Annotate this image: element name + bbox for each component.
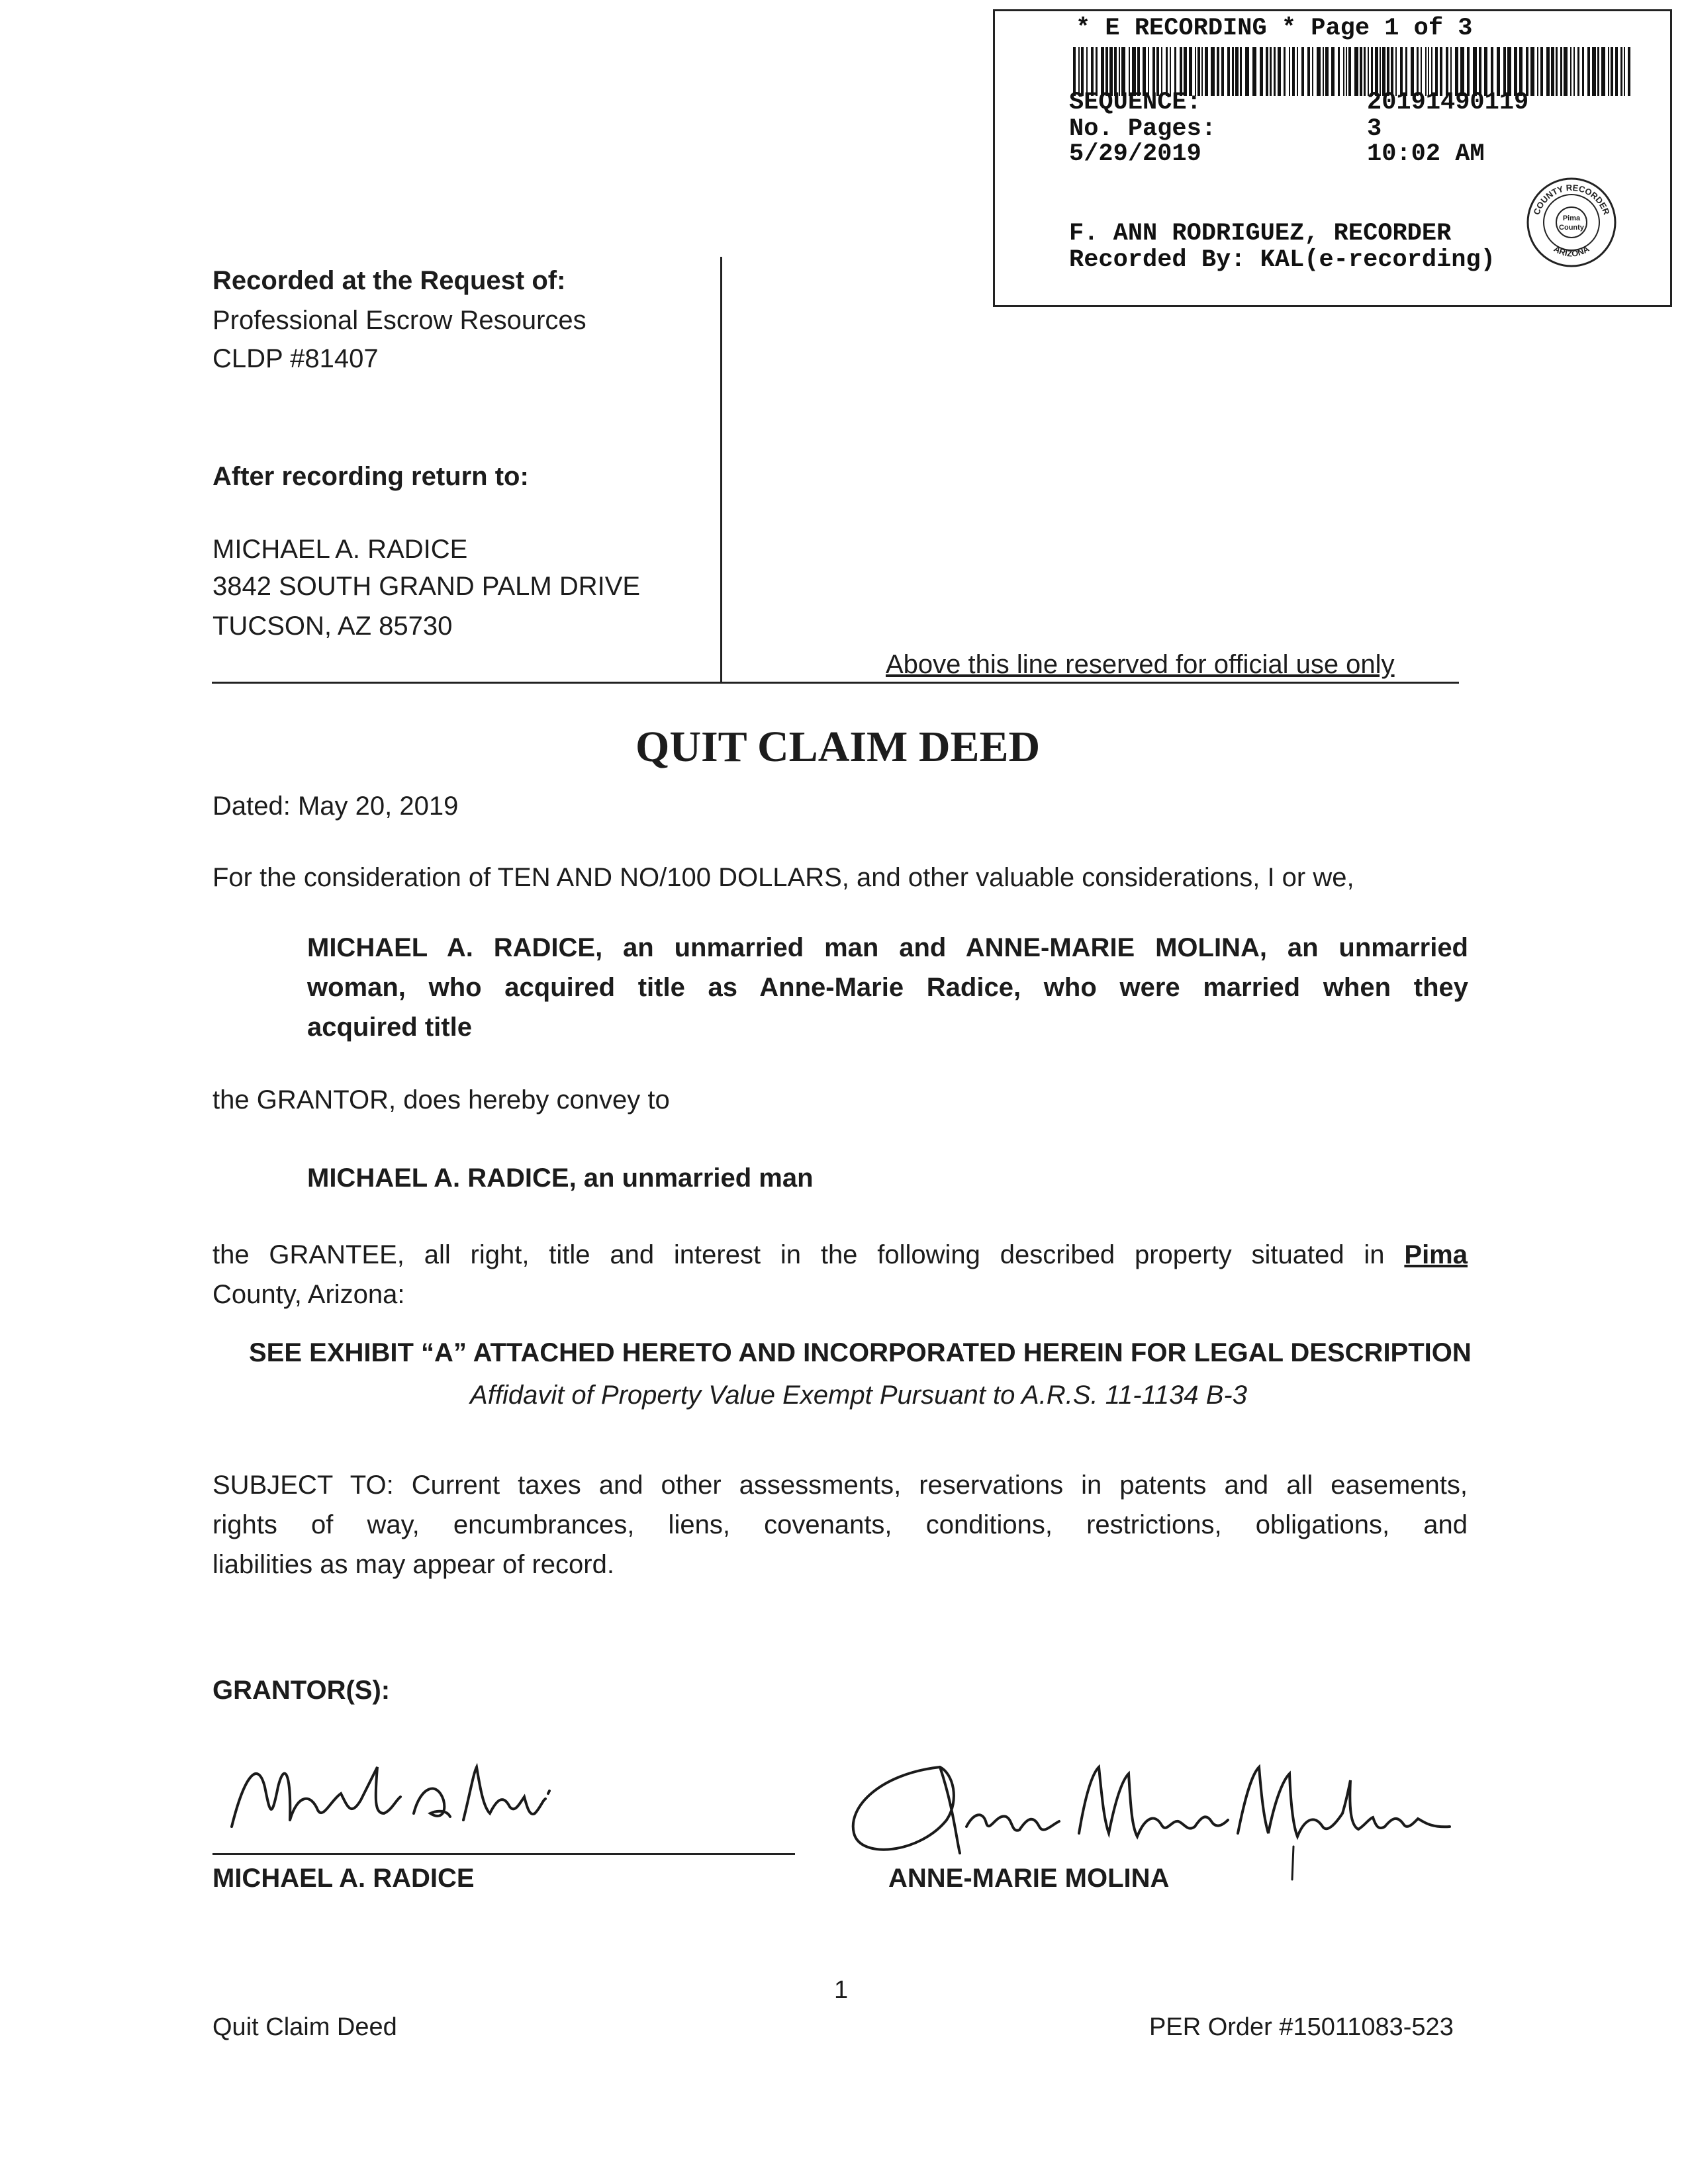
barcode-bar — [1608, 47, 1609, 96]
return-city: TUCSON, AZ 85730 — [212, 612, 453, 641]
svg-text:COUNTY RECORDER: COUNTY RECORDER — [1531, 182, 1612, 216]
county-seal-icon — [1524, 175, 1618, 269]
barcode-bar — [1307, 47, 1310, 96]
recorder-name: F. ANN RODRIGUEZ, RECORDER — [1069, 220, 1452, 248]
barcode-bar — [1537, 47, 1538, 96]
grantee-clause-line-1 — [212, 1235, 1468, 1275]
barcode-bar — [1284, 47, 1286, 96]
barcode-bar — [1348, 47, 1351, 96]
barcode-bar — [1297, 47, 1298, 96]
barcode-bar — [1556, 47, 1558, 96]
grantors-heading: GRANTOR(S): — [212, 1676, 391, 1705]
barcode-bar — [1551, 47, 1554, 96]
return-street: 3842 SOUTH GRAND PALM DRIVE — [212, 572, 641, 601]
barcode-bar — [1274, 47, 1276, 96]
grantor-desc-line-3: acquired title — [307, 1013, 472, 1042]
barcode-bar — [1331, 47, 1335, 96]
header-divider-horizontal — [212, 682, 1459, 684]
subject-to-line-2: rights of way, encumbrances, liens, covenants, conditions, restrictions, obligations, and — [212, 1510, 1468, 1539]
pages-value: 3 — [1367, 115, 1382, 143]
grantee-clause-text: the GRANTEE, all right, title and interest in the following described property situated in — [212, 1240, 1385, 1269]
recorded-by: Recorded By: KAL(e-recording) — [1069, 246, 1495, 274]
barcode-bar — [1560, 47, 1562, 96]
barcode-bar — [1312, 47, 1313, 96]
document-title: QUIT CLAIM DEED — [635, 723, 1041, 771]
barcode-bar — [1601, 47, 1605, 96]
barcode-bar — [1360, 47, 1362, 96]
barcode-bar — [1570, 47, 1571, 96]
barcode-bar — [1587, 47, 1590, 96]
signer-name-1: MICHAEL A. RADICE — [212, 1864, 475, 1893]
barcode-bar — [1245, 47, 1249, 96]
return-name: MICHAEL A. RADICE — [212, 535, 468, 564]
barcode-bar — [1201, 47, 1203, 96]
barcode-bar — [1205, 47, 1208, 96]
sequence-label: SEQUENCE: — [1069, 89, 1201, 116]
barcode-bar — [1346, 47, 1347, 96]
barcode-bar — [1240, 47, 1242, 96]
consideration-line — [212, 858, 1466, 897]
request-company: Professional Escrow Resources — [212, 306, 586, 335]
barcode-bar — [1211, 47, 1215, 96]
return-heading: After recording return to: — [212, 462, 529, 491]
signature-michael-radice — [218, 1747, 563, 1853]
barcode-bar — [1540, 47, 1543, 96]
sequence-value: 20191490119 — [1367, 89, 1529, 116]
barcode-bar — [1364, 47, 1366, 96]
barcode-bar — [1325, 47, 1329, 96]
barcode-bar — [1217, 47, 1219, 96]
barcode-bar — [1292, 47, 1295, 96]
svg-text:ARIZONA: ARIZONA — [1552, 244, 1591, 259]
barcode-bar — [1252, 47, 1256, 96]
barcode-bar — [1235, 47, 1239, 96]
barcode-bar — [1317, 47, 1321, 96]
barcode-bar — [1573, 47, 1575, 96]
grantee-description: MICHAEL A. RADICE, an unmarried man — [307, 1163, 814, 1193]
barcode-bar — [1628, 47, 1630, 96]
subject-to-clause — [212, 1465, 1468, 1584]
dated-line: Dated: May 20, 2019 — [212, 792, 459, 821]
grantor-desc-line-2: woman, who acquired title as Anne-Marie Radice, who were married when they — [307, 973, 1468, 1002]
request-cldp: CLDP #81407 — [212, 344, 379, 373]
barcode-bar — [1620, 47, 1622, 96]
record-date: 5/29/2019 — [1069, 140, 1201, 168]
barcode-bar — [1564, 47, 1568, 96]
barcode-bar — [1592, 47, 1596, 96]
barcode-bar — [1289, 47, 1290, 96]
affidavit-note: Affidavit of Property Value Exempt Pursuant to A.R.S. 11-1134 B-3 — [470, 1381, 1247, 1410]
barcode-bar — [1611, 47, 1613, 96]
svg-text:County: County — [1559, 224, 1584, 232]
signature-line-1 — [212, 1853, 795, 1855]
grantee-clause-line-2: County, Arizona: — [212, 1280, 405, 1309]
barcode-bar — [1227, 47, 1230, 96]
pages-label: No. Pages: — [1069, 115, 1217, 143]
barcode-bar — [1232, 47, 1234, 96]
record-time: 10:02 AM — [1367, 140, 1485, 168]
barcode-bar — [1343, 47, 1344, 96]
request-heading: Recorded at the Request of: — [212, 266, 566, 295]
barcode-bar — [1546, 47, 1550, 96]
footer-left: Quit Claim Deed — [212, 2013, 397, 2041]
grantor-desc-line-1: MICHAEL A. RADICE, an unmarried man and ANNE-MARIE MOLINA, an unmarried — [307, 933, 1468, 962]
barcode-bar — [1577, 47, 1579, 96]
page-number: 1 — [834, 1976, 849, 2004]
recording-stamp — [993, 9, 1672, 307]
barcode-bar — [1615, 47, 1618, 96]
convey-line: the GRANTOR, does hereby convey to — [212, 1085, 670, 1115]
svg-text:Pima: Pima — [1562, 214, 1581, 222]
stamp-header: * E RECORDING * Page 1 of 3 — [1076, 15, 1473, 42]
barcode-bar — [1260, 47, 1263, 96]
barcode-bar — [1323, 47, 1324, 96]
header-divider-vertical — [720, 257, 722, 682]
footer-right: PER Order #15011083-523 — [1149, 2013, 1454, 2041]
reserved-note: Above this line reserved for official use only — [886, 650, 1395, 679]
barcode-bar — [1597, 47, 1599, 96]
barcode-bar — [1582, 47, 1584, 96]
consideration-text: For the consideration of TEN AND NO/100 DOLLARS, and other valuable considerations, I or we, — [212, 863, 1354, 892]
county-name: Pima — [1404, 1240, 1468, 1269]
barcode-bar — [1624, 47, 1625, 96]
barcode-bar — [1221, 47, 1224, 96]
barcode-bar — [1278, 47, 1281, 96]
grantor-description — [307, 928, 1468, 1047]
barcode-bar — [1301, 47, 1304, 96]
grantee-clause — [212, 1235, 1468, 1314]
barcode-bar — [1338, 47, 1340, 96]
barcode-bar — [1270, 47, 1272, 96]
subject-to-line-3: liabilities as may appear of record. — [212, 1550, 614, 1579]
barcode-bar — [1530, 47, 1534, 96]
signer-name-2: ANNE-MARIE MOLINA — [888, 1864, 1170, 1893]
subject-to-line-1: SUBJECT TO: Current taxes and other assessments, reservations in patents and all easements, — [212, 1471, 1468, 1500]
barcode-bar — [1266, 47, 1268, 96]
barcode-bar — [1354, 47, 1358, 96]
exhibit-reference: SEE EXHIBIT “A” ATTACHED HERETO AND INCORPORATED HEREIN FOR LEGAL DESCRIPTION — [249, 1338, 1472, 1367]
